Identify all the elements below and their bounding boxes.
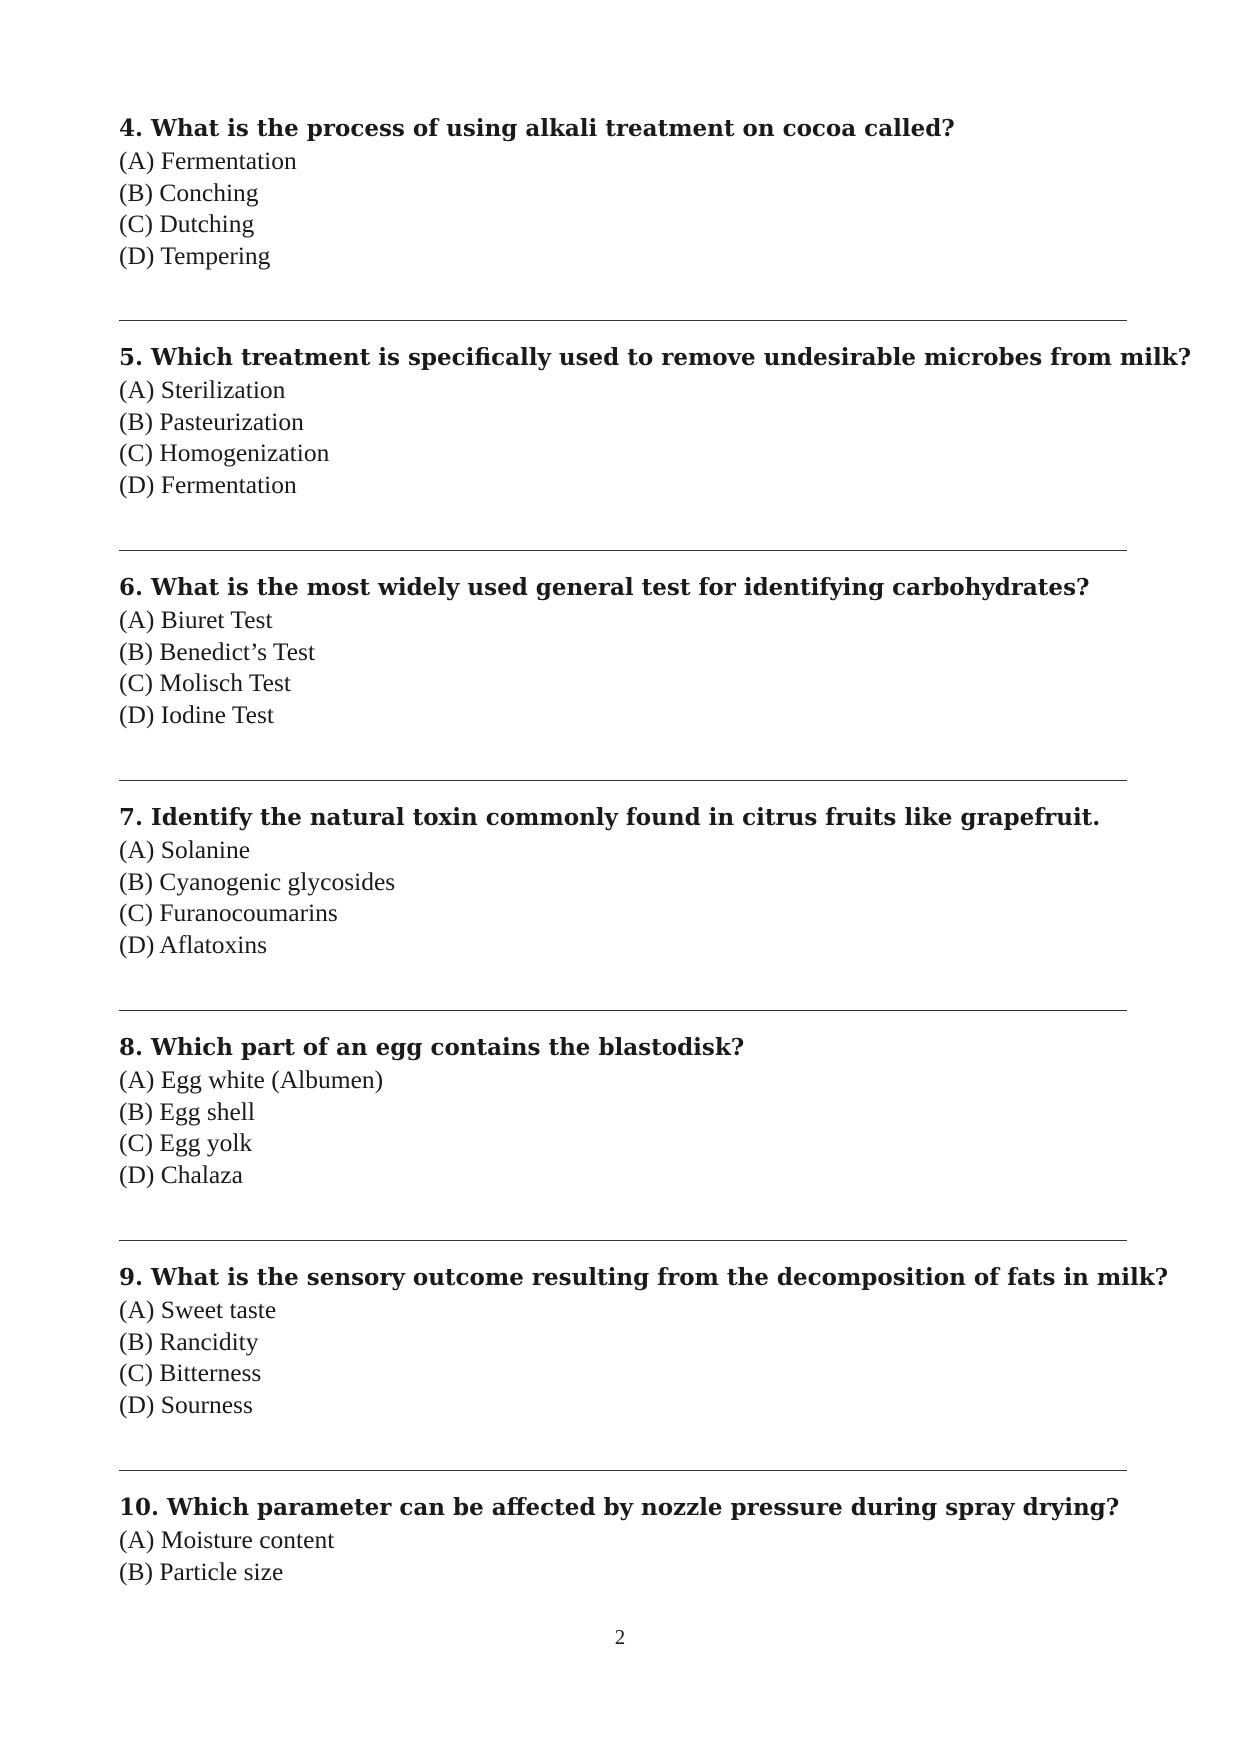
option: (D) Sourness xyxy=(119,1389,253,1419)
option-list xyxy=(119,834,1100,960)
option: (B) Egg shell xyxy=(119,1096,255,1126)
question-4 xyxy=(119,112,955,271)
question-9 xyxy=(119,1261,1168,1420)
question-5 xyxy=(119,341,1191,500)
option-list xyxy=(119,145,955,271)
question-7 xyxy=(119,801,1100,960)
question-title: 6. What is the most widely used general test for identifying carbohydrates? xyxy=(119,574,1090,601)
option: (D) Fermentation xyxy=(119,469,297,499)
question-title: 7. Identify the natural toxin commonly found in citrus fruits like grapefruit. xyxy=(119,804,1101,831)
option: (A) Sterilization xyxy=(119,375,286,404)
option: (B) Benedict’s Test xyxy=(119,636,316,666)
option: (B) Rancidity xyxy=(119,1326,259,1356)
question-8 xyxy=(119,1031,744,1190)
question-title: 9. What is the sensory outcome resulting from the decomposition of fats in milk? xyxy=(119,1264,1169,1291)
question-title: 10. Which parameter can be affected by nozzle pressure during spray drying? xyxy=(119,1494,1120,1521)
option: (C) Bitterness xyxy=(119,1358,262,1387)
option-list xyxy=(119,604,1090,730)
question-divider xyxy=(119,550,1127,551)
option: (D) Chalaza xyxy=(119,1159,243,1189)
option-list xyxy=(119,1294,1168,1420)
option: (B) Particle size xyxy=(119,1556,284,1586)
question-divider xyxy=(119,320,1127,321)
option: (C) Dutching xyxy=(119,209,255,238)
question-6 xyxy=(119,571,1090,730)
option: (B) Conching xyxy=(119,177,259,207)
option: (D) Aflatoxins xyxy=(119,929,268,959)
option: (A) Biuret Test xyxy=(119,605,273,634)
option: (A) Moisture content xyxy=(119,1525,335,1554)
option: (A) Fermentation xyxy=(119,146,297,175)
option-list xyxy=(119,1524,1119,1587)
question-10 xyxy=(119,1491,1119,1587)
option: (A) Egg white (Albumen) xyxy=(119,1065,384,1094)
question-title: 5. Which treatment is specifically used to remove undesirable microbes from milk? xyxy=(119,344,1192,371)
option: (C) Homogenization xyxy=(119,438,330,467)
page-number: 2 xyxy=(614,1625,626,1649)
option: (C) Molisch Test xyxy=(119,668,291,697)
question-title: 8. Which part of an egg contains the blastodisk? xyxy=(119,1034,745,1061)
option: (C) Furanocoumarins xyxy=(119,898,338,927)
option: (C) Egg yolk xyxy=(119,1128,253,1157)
question-divider xyxy=(119,1470,1127,1471)
option: (A) Solanine xyxy=(119,835,251,864)
option-list xyxy=(119,374,1191,500)
question-title: 4. What is the process of using alkali treatment on cocoa called? xyxy=(119,115,955,142)
option: (B) Cyanogenic glycosides xyxy=(119,866,396,896)
option: (D) Iodine Test xyxy=(119,699,274,729)
question-divider xyxy=(119,1240,1127,1241)
option: (A) Sweet taste xyxy=(119,1295,277,1324)
question-divider xyxy=(119,1010,1127,1011)
option-list xyxy=(119,1064,744,1190)
option: (D) Tempering xyxy=(119,240,271,270)
option: (B) Pasteurization xyxy=(119,406,304,436)
question-divider xyxy=(119,780,1127,781)
